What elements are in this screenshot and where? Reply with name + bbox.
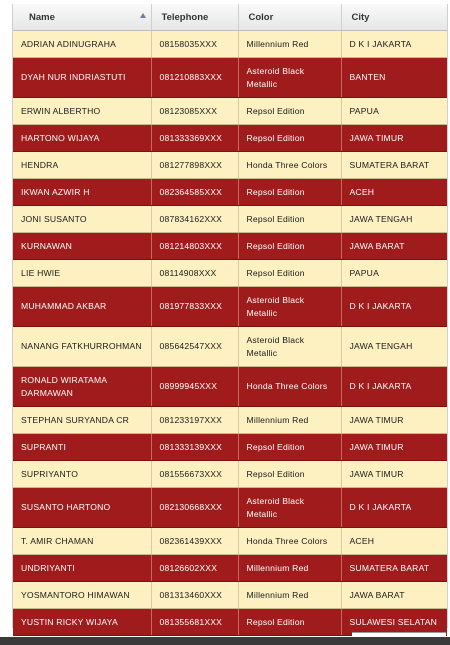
cell-color: Honda Three Colors <box>238 528 341 555</box>
table-row[interactable] <box>13 528 447 555</box>
cell-name: SUSANTO HARTONO <box>13 488 151 528</box>
cell-name: NANANG FATKHURROHMAN <box>13 327 151 367</box>
cell-city: JAWA TIMUR <box>341 407 447 434</box>
cell-telephone: 081277898XXX <box>151 152 238 179</box>
cell-city: JAWA TENGAH <box>341 206 447 233</box>
table-row[interactable] <box>13 98 447 125</box>
column-header-label: Color <box>248 11 274 23</box>
cell-telephone: 081977833XXX <box>151 287 238 327</box>
cell-telephone: 08123085XXX <box>151 98 238 125</box>
column-header-color[interactable] <box>238 4 341 31</box>
cell-color: Repsol Edition <box>238 233 341 260</box>
cell-name: UNDRIYANTI <box>13 555 151 582</box>
table-row[interactable] <box>13 407 447 434</box>
table-row[interactable] <box>13 125 447 152</box>
cell-name: MUHAMMAD AKBAR <box>13 287 151 327</box>
cell-telephone: 081214803XXX <box>151 233 238 260</box>
table-row[interactable] <box>13 434 447 461</box>
column-header-city[interactable] <box>341 4 447 31</box>
cell-name: LIE HWIE <box>13 260 151 287</box>
cell-city: SULAWESI SELATAN <box>341 609 447 636</box>
cell-city: ACEH <box>341 528 447 555</box>
table-row[interactable] <box>13 327 447 367</box>
cell-name: ADRIAN ADINUGRAHA <box>13 31 151 58</box>
cell-name: T. AMIR CHAMAN <box>13 528 151 555</box>
cell-city: JAWA TIMUR <box>341 461 447 488</box>
table-row[interactable] <box>13 260 447 287</box>
table-row[interactable] <box>13 461 447 488</box>
cell-name: HARTONO WIJAYA <box>13 125 151 152</box>
table-header <box>13 4 447 31</box>
cell-city: JAWA BARAT <box>341 233 447 260</box>
cell-telephone: 08126602XXX <box>151 555 238 582</box>
table-row[interactable] <box>13 582 447 609</box>
cell-city: D K I JAKARTA <box>341 488 447 528</box>
cell-city: D K I JAKARTA <box>341 367 447 407</box>
cell-city: ACEH <box>341 179 447 206</box>
cell-name: RONALD WIRATAMA DARMAWAN <box>13 367 151 407</box>
cell-telephone: 081210883XXX <box>151 58 238 98</box>
cell-city: JAWA TIMUR <box>341 434 447 461</box>
cell-telephone: 08158035XXX <box>151 31 238 58</box>
cell-name: KURNAWAN <box>13 233 151 260</box>
cell-name: SUPRANTI <box>13 434 151 461</box>
cell-color: Asteroid Black Metallic <box>238 58 341 98</box>
cell-telephone: 081333139XXX <box>151 434 238 461</box>
table-row[interactable] <box>13 206 447 233</box>
cell-telephone: 081355681XXX <box>151 609 238 636</box>
column-header-telephone[interactable] <box>151 4 238 31</box>
cell-name: YOSMANTORO HIMAWAN <box>13 582 151 609</box>
cell-color: Millennium Red <box>238 555 341 582</box>
bottom-bar <box>0 637 450 645</box>
cell-color: Millennium Red <box>238 31 341 58</box>
cell-color: Repsol Edition <box>238 609 341 636</box>
cell-telephone: 085642547XXX <box>151 327 238 367</box>
table-row[interactable] <box>13 233 447 260</box>
cell-name: SUPRIYANTO <box>13 461 151 488</box>
cell-color: Repsol Edition <box>238 461 341 488</box>
cell-name: ERWIN ALBERTHO <box>13 98 151 125</box>
table-row[interactable] <box>13 31 447 58</box>
cell-city: SUMATERA BARAT <box>341 555 447 582</box>
cell-color: Repsol Edition <box>238 260 341 287</box>
table-row[interactable] <box>13 58 447 98</box>
cell-telephone: 081233197XXX <box>151 407 238 434</box>
cell-color: Repsol Edition <box>238 98 341 125</box>
table-row[interactable] <box>13 287 447 327</box>
cell-color: Honda Three Colors <box>238 152 341 179</box>
data-grid <box>12 4 448 628</box>
cell-telephone: 081556673XXX <box>151 461 238 488</box>
table-row[interactable] <box>13 488 447 528</box>
contacts-table <box>13 4 447 636</box>
table-row[interactable] <box>13 367 447 407</box>
cell-telephone: 087834162XXX <box>151 206 238 233</box>
cell-city: PAPUA <box>341 260 447 287</box>
cell-color: Millennium Red <box>238 407 341 434</box>
cell-telephone: 082361439XXX <box>151 528 238 555</box>
cell-city: JAWA TIMUR <box>341 125 447 152</box>
cell-color: Millennium Red <box>238 582 341 609</box>
cell-telephone: 08999945XXX <box>151 367 238 407</box>
cell-color: Repsol Edition <box>238 125 341 152</box>
column-header-label: City <box>351 11 370 23</box>
cell-city: JAWA TENGAH <box>341 327 447 367</box>
cell-name: HENDRA <box>13 152 151 179</box>
table-row[interactable] <box>13 179 447 206</box>
cell-city: PAPUA <box>341 98 447 125</box>
cell-color: Honda Three Colors <box>238 367 341 407</box>
cell-color: Repsol Edition <box>238 206 341 233</box>
table-row[interactable] <box>13 152 447 179</box>
cell-telephone: 08114908XXX <box>151 260 238 287</box>
cell-telephone: 081333369XXX <box>151 125 238 152</box>
cell-telephone: 082130668XXX <box>151 488 238 528</box>
cell-color: Asteroid Black Metallic <box>238 488 341 528</box>
table-row[interactable] <box>13 555 447 582</box>
cell-name: STEPHAN SURYANDA CR <box>13 407 151 434</box>
cell-telephone: 082364585XXX <box>151 179 238 206</box>
cell-color: Repsol Edition <box>238 434 341 461</box>
cell-city: BANTEN <box>341 58 447 98</box>
cell-color: Asteroid Black Metallic <box>238 287 341 327</box>
cell-name: IKWAN AZWIR H <box>13 179 151 206</box>
cell-name: DYAH NUR INDRIASTUTI <box>13 58 151 98</box>
sort-ascending-icon <box>140 13 146 18</box>
cell-color: Asteroid Black Metallic <box>238 327 341 367</box>
cell-name: YUSTIN RICKY WIJAYA <box>13 609 151 636</box>
column-header-label: Name <box>29 11 55 23</box>
cell-city: D K I JAKARTA <box>341 31 447 58</box>
column-header-name[interactable] <box>13 4 151 31</box>
cell-city: D K I JAKARTA <box>341 287 447 327</box>
table-body <box>13 31 447 636</box>
cell-name: JONI SUSANTO <box>13 206 151 233</box>
cell-color: Repsol Edition <box>238 179 341 206</box>
cell-city: SUMATERA BARAT <box>341 152 447 179</box>
column-header-label: Telephone <box>161 11 209 23</box>
cell-telephone: 081313460XXX <box>151 582 238 609</box>
cell-city: JAWA BARAT <box>341 582 447 609</box>
